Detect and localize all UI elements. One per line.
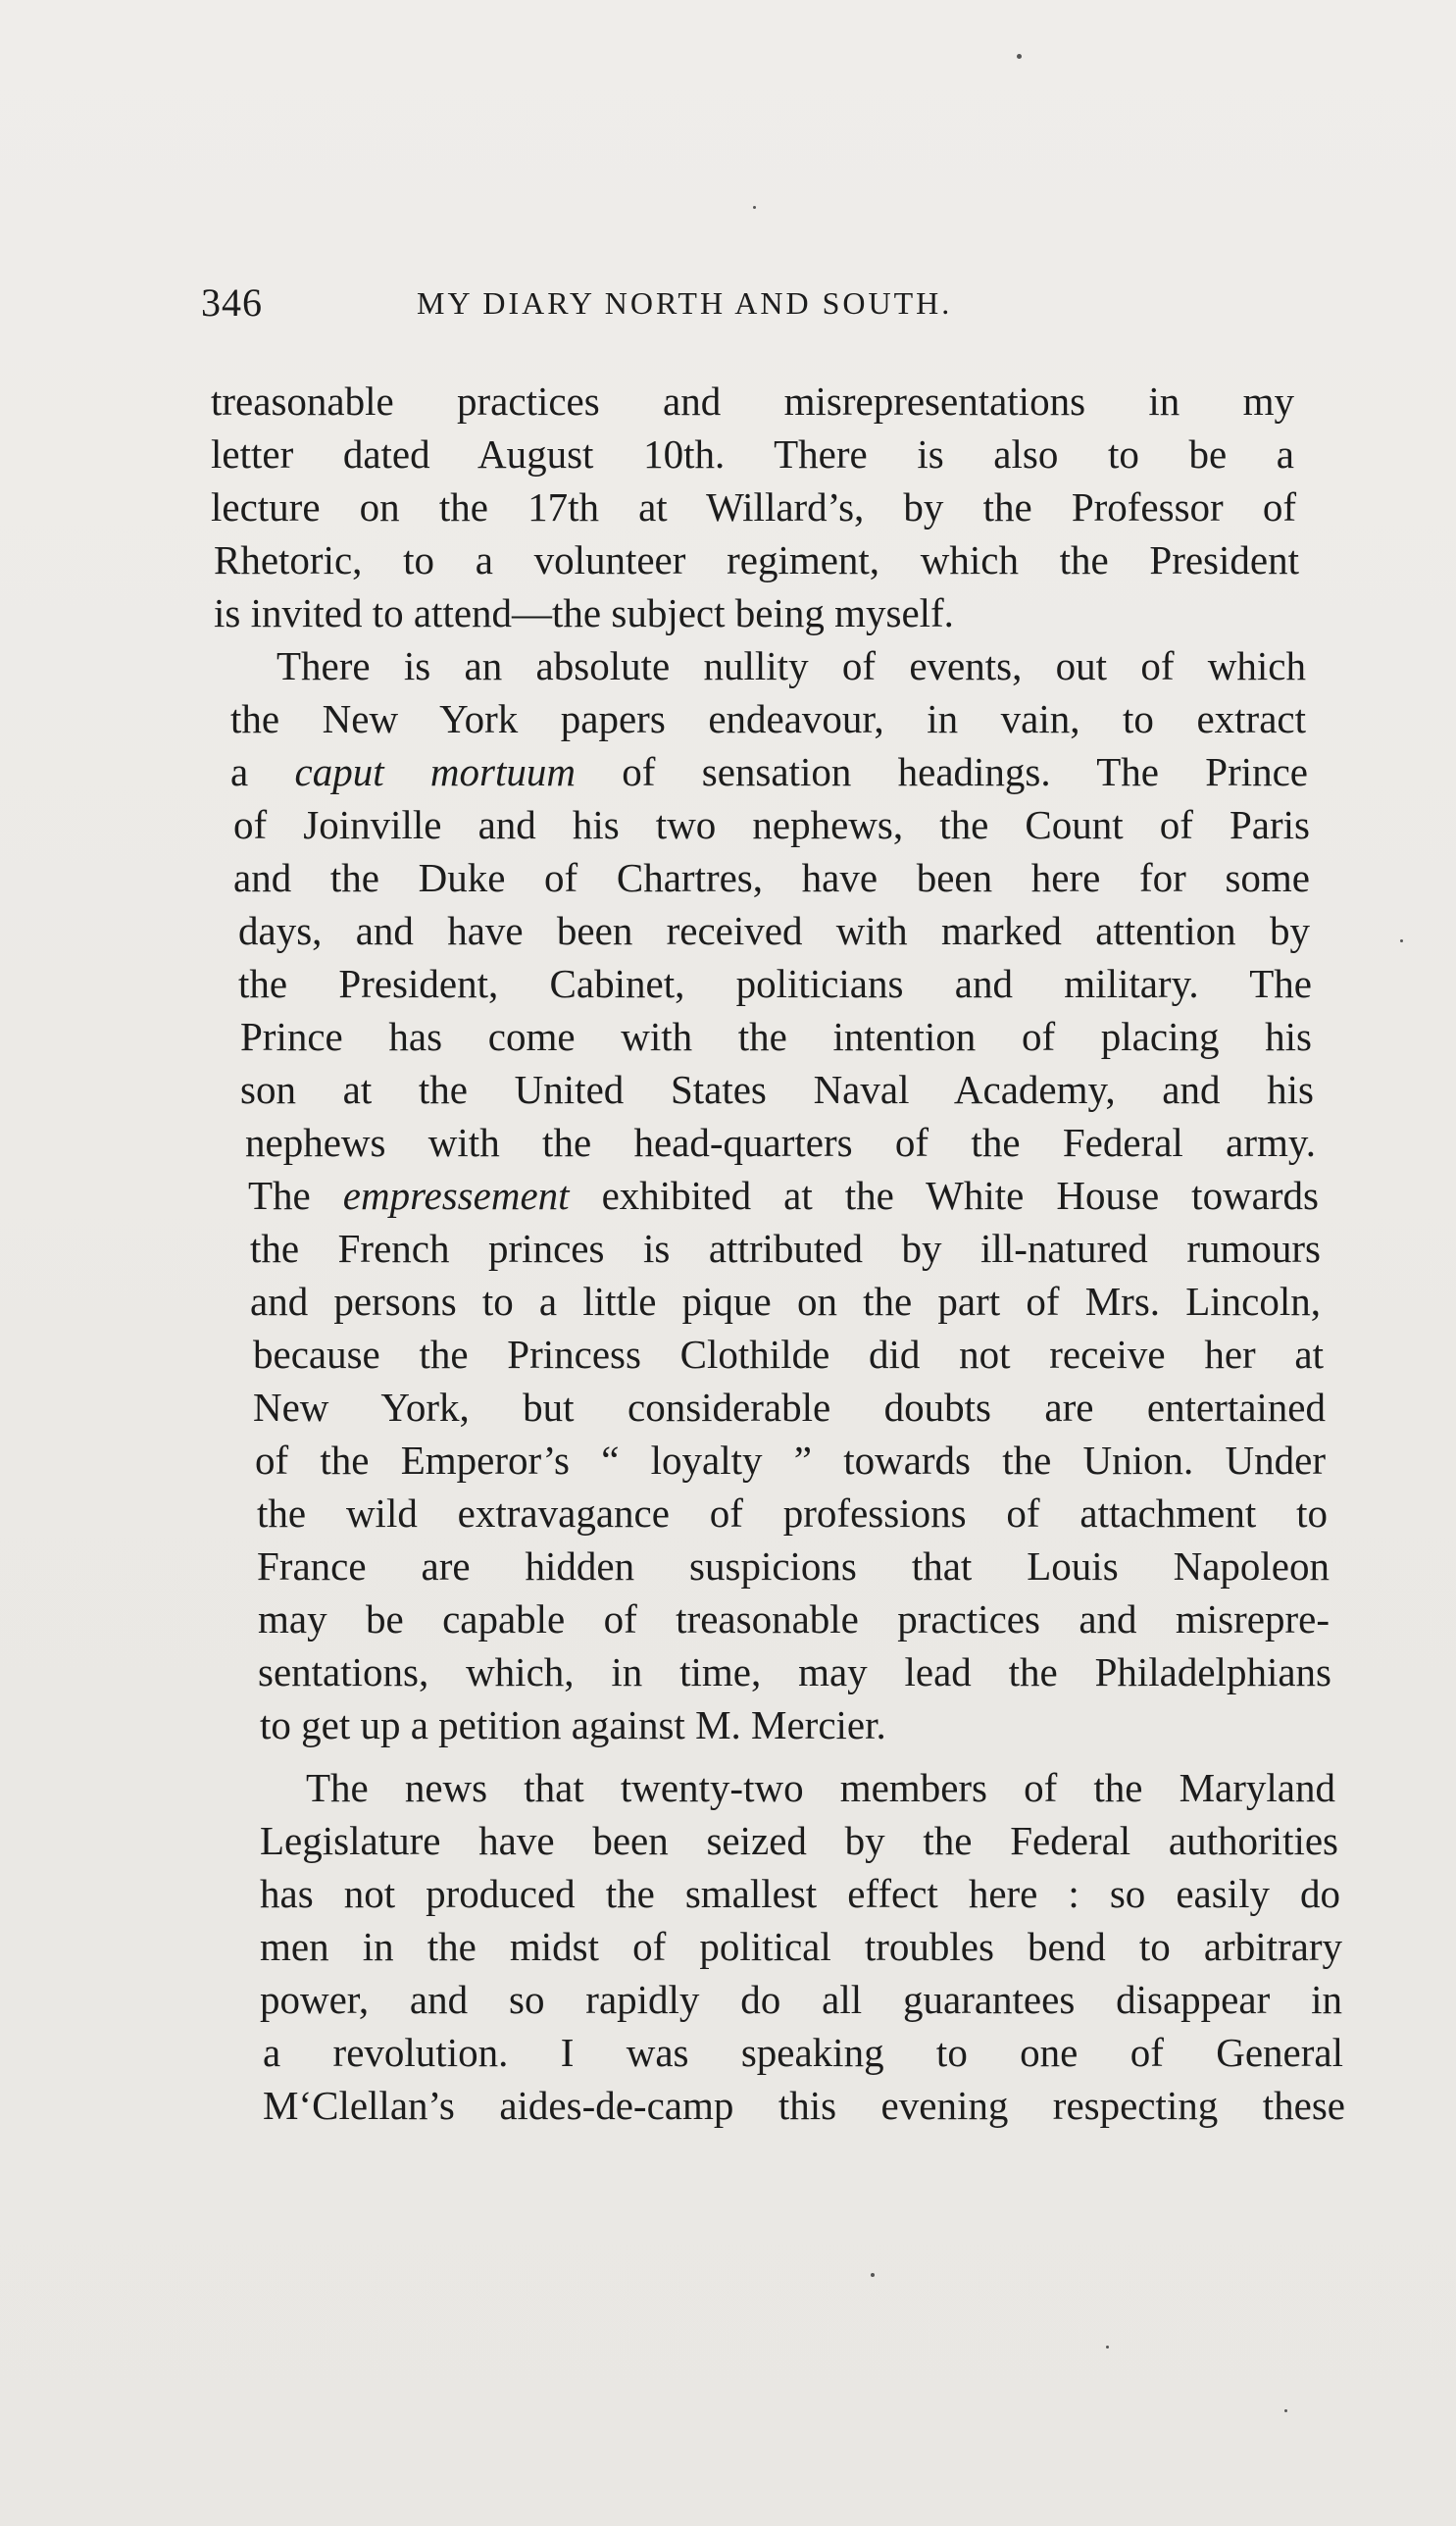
text-line: letter dated August 10th. There is also to be a [211, 431, 1294, 477]
text-line: the wild extravagance of professions of attachment to [257, 1490, 1328, 1536]
text-line: is invited to attend—the subject being myself. [214, 590, 954, 635]
page-header [201, 279, 1348, 338]
text-line: a revolution. I was speaking to one of General [263, 2030, 1343, 2075]
text-line: because the Princess Clothilde did not receive her at [253, 1332, 1324, 1377]
text-line: the New York papers endeavour, in vain, to extract [230, 696, 1306, 741]
text-line: M‘Clellan’s aides-de-camp this evening respecting these [263, 2083, 1345, 2128]
text-line: the President, Cabinet, politicians and military. The [238, 961, 1312, 1006]
text-line: There is an absolute nullity of events, out of which [276, 643, 1306, 688]
paper-speck [1400, 939, 1403, 942]
text-line: treasonable practices and misrepresentations in my [211, 379, 1294, 424]
paper-speck [1017, 54, 1022, 59]
text-line: France are hidden suspicions that Louis Napoleon [257, 1543, 1330, 1589]
text-line: days, and have been received with marked attention by [238, 908, 1310, 953]
text-line: of the Emperor’s “ loyalty ” towards the Union. Under [255, 1438, 1326, 1483]
page-number: 346 [201, 280, 263, 325]
text-line: The news that twenty-two members of the Maryland [306, 1765, 1335, 1810]
text-line: The empressement exhibited at the White House towards [248, 1173, 1319, 1218]
text-line: New York, but considerable doubts are entertained [253, 1385, 1326, 1430]
text-line: nephews with the head-quarters of the Federal army. [245, 1120, 1316, 1165]
paper-speck [1284, 2409, 1287, 2412]
text-line: sentations, which, in time, may lead the Philadelphians [258, 1649, 1331, 1694]
paper-speck [871, 2273, 875, 2277]
text-line: lecture on the 17th at Willard’s, by the Professor of [211, 484, 1296, 530]
text-line: son at the United States Naval Academy, and his [240, 1067, 1314, 1112]
paper-speck [753, 206, 756, 209]
text-line: has not produced the smallest effect here : so easily do [260, 1871, 1340, 1916]
text-line: men in the midst of political troubles bend to arbitrary [260, 1924, 1342, 1969]
text-line: and persons to a little pique on the part of Mrs. Lincoln, [250, 1279, 1321, 1324]
text-line: of Joinville and his two nephews, the Count of Paris [233, 802, 1310, 847]
text-line: Rhetoric, to a volunteer regiment, which the President [214, 537, 1299, 582]
text-line: to get up a petition against M. Mercier. [260, 1702, 886, 1747]
running-title: MY DIARY NORTH AND SOUTH. [417, 285, 953, 321]
text-line: a caput mortuum of sensation headings. The Prince [230, 749, 1309, 794]
text-line: the French princes is attributed by ill-natured rumours [250, 1226, 1321, 1271]
italic-phrase: empressement [342, 1173, 570, 1218]
text-line: power, and so rapidly do all guarantees disappear in [260, 1977, 1342, 2022]
text-line: Prince has come with the intention of placing his [240, 1014, 1312, 1059]
paper-speck [1106, 2346, 1109, 2349]
text-line: may be capable of treasonable practices and misrepre- [258, 1596, 1330, 1642]
italic-phrase: caput mortuum [294, 749, 576, 794]
text-line: and the Duke of Chartres, have been here for some [233, 855, 1310, 900]
text-line: Legislature have been seized by the Federal authorities [260, 1818, 1338, 1863]
